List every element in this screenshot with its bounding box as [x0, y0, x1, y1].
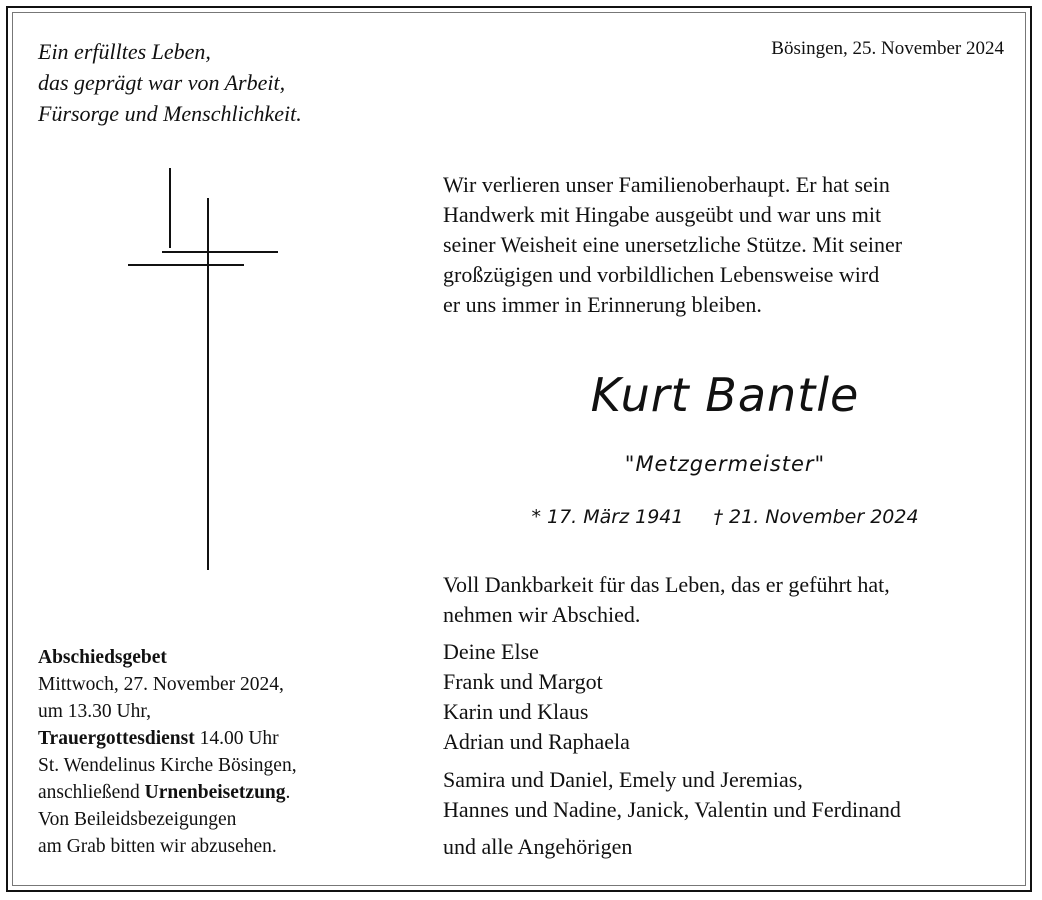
intro-line: er uns immer in Erinnerung bleiben.	[443, 292, 762, 317]
mass-title: Trauergottesdienst	[38, 728, 195, 749]
intro-line: Wir verlieren unser Familienoberhaupt. Er hat sein	[443, 172, 890, 197]
place-date: Bösingen, 25. November 2024	[771, 38, 1004, 59]
family-member: Frank und Margot	[443, 669, 603, 694]
death-date: † 21. November 2024	[713, 506, 919, 528]
family-member: Deine Else	[443, 639, 539, 664]
thanks-text	[443, 570, 890, 630]
after-suffix: .	[285, 782, 291, 803]
family-list	[443, 637, 630, 757]
thanks-line: Voll Dankbarkeit für das Leben, das er geführt hat,	[443, 572, 890, 597]
prayer-title: Abschiedsgebet	[38, 647, 167, 668]
motto-line: Fürsorge und Menschlichkeit.	[38, 101, 302, 126]
intro-line: Handwerk mit Hingabe ausgeübt und war uns mit	[443, 202, 882, 227]
relatives-line: und alle Angehörigen	[443, 834, 633, 859]
church-name: St. Wendelinus Kirche Bösingen,	[38, 755, 297, 776]
thanks-line: nehmen wir Abschied.	[443, 602, 641, 627]
after-prefix: anschließend	[38, 782, 145, 803]
motto-line: Ein erfülltes Leben,	[38, 39, 211, 64]
double-line-cross-icon	[126, 166, 282, 572]
deceased-profession: "Metzgermeister"	[624, 452, 826, 476]
condolence-line: am Grab bitten wir abzusehen.	[38, 836, 277, 857]
grandchildren-list	[443, 765, 901, 825]
life-dates	[440, 506, 1010, 528]
birth-date: * 17. März 1941	[531, 506, 684, 528]
deceased-name: Kurt Bantle	[590, 368, 860, 422]
intro-text	[443, 170, 902, 320]
family-member: Adrian und Raphaela	[443, 729, 630, 754]
grandchildren-line: Hannes und Nadine, Janick, Valentin und Ferdinand	[443, 797, 901, 822]
prayer-time: um 13.30 Uhr,	[38, 701, 151, 722]
mass-time: 14.00 Uhr	[194, 728, 279, 749]
motto-line: das geprägt war von Arbeit,	[38, 70, 286, 95]
prayer-date: Mittwoch, 27. November 2024,	[38, 674, 284, 695]
service-info	[38, 644, 297, 860]
grandchildren-line: Samira und Daniel, Emely und Jeremias,	[443, 767, 803, 792]
family-member: Karin und Klaus	[443, 699, 589, 724]
intro-line: großzügigen und vorbildlichen Lebensweise wird	[443, 262, 880, 287]
burial-title: Urnenbeisetzung	[144, 782, 286, 803]
motto	[38, 36, 302, 129]
condolence-line: Von Beileidsbezeigungen	[38, 809, 237, 830]
intro-line: seiner Weisheit eine unersetzliche Stütze. Mit seiner	[443, 232, 903, 257]
